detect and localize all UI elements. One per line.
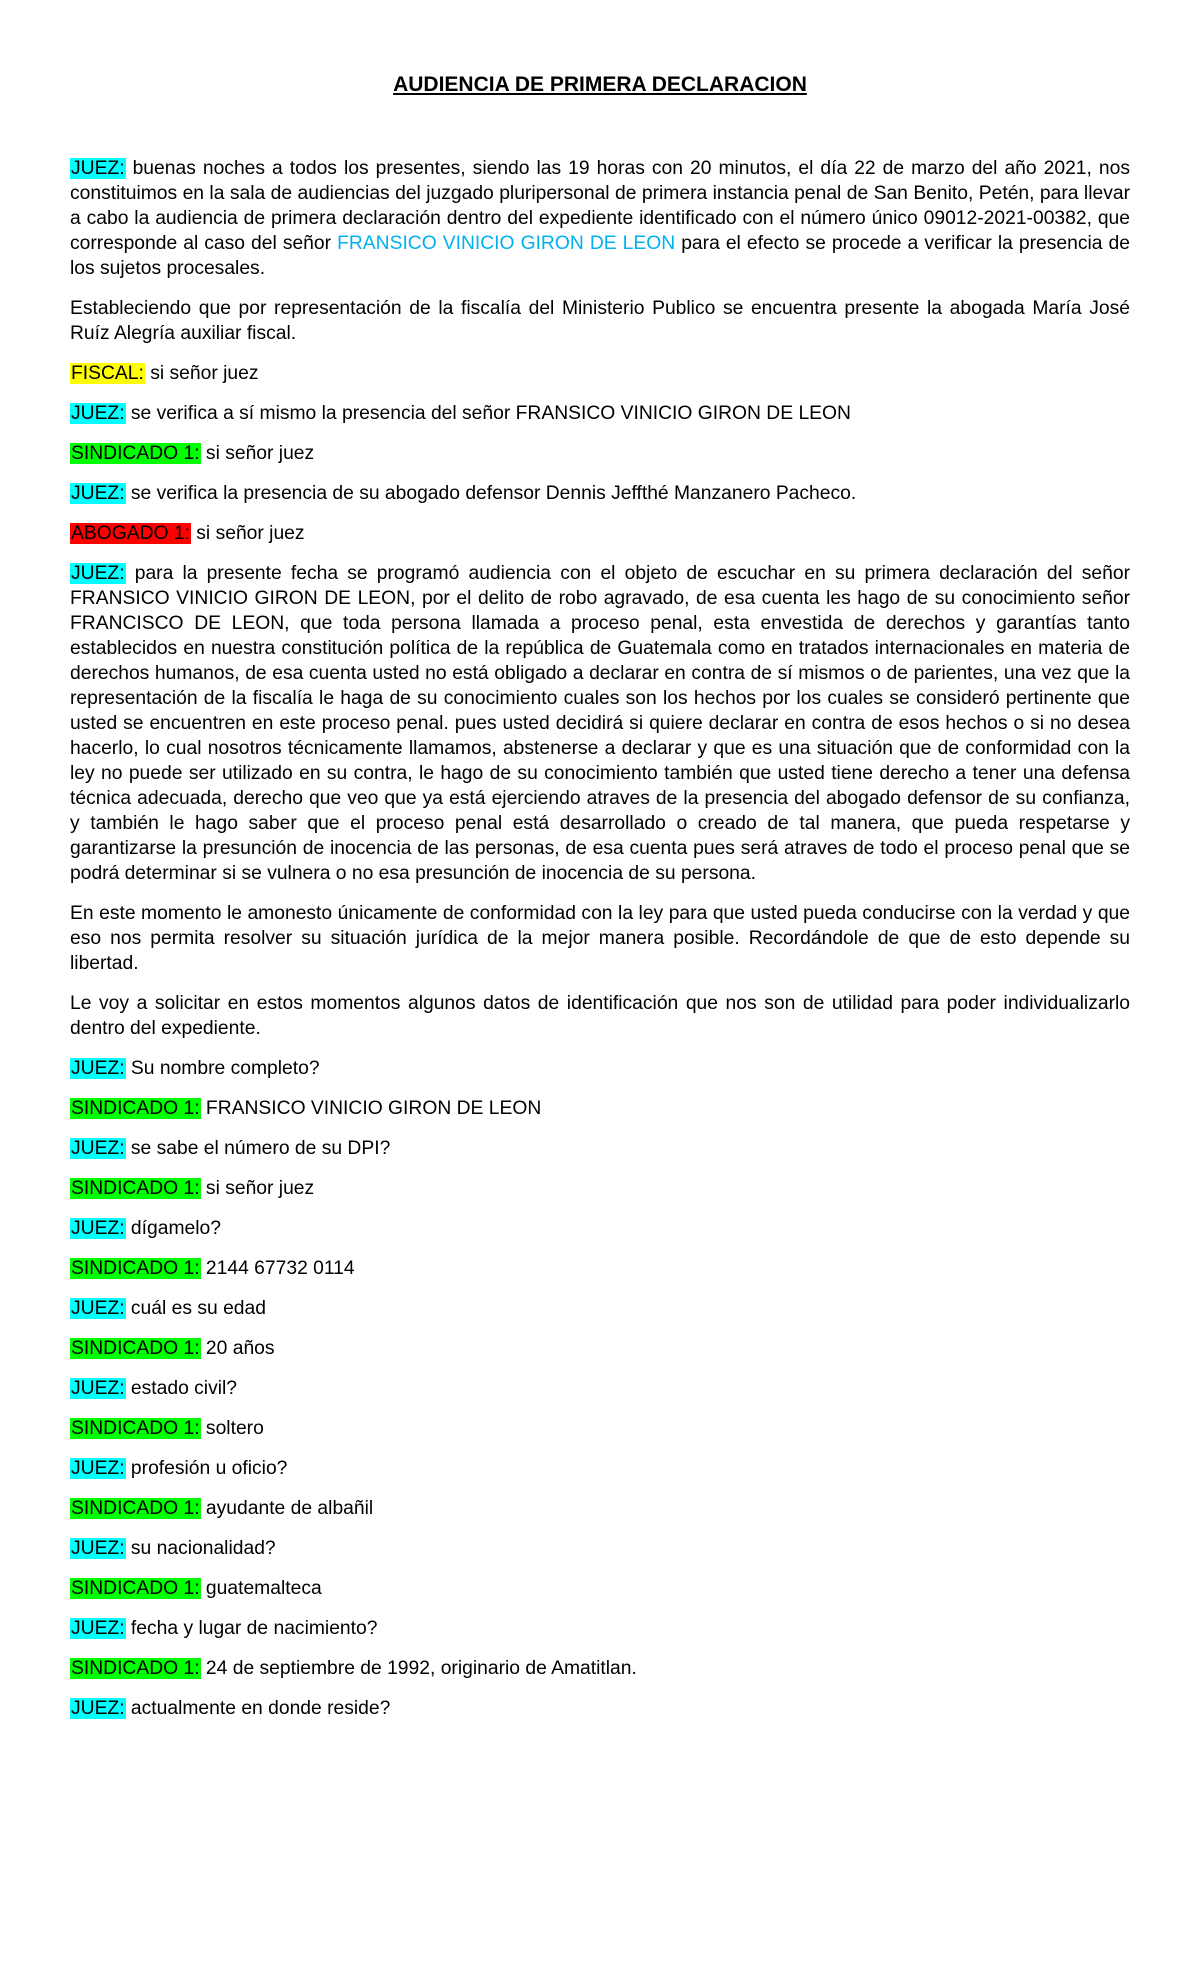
speaker-label-juez: JUEZ: [71, 1698, 125, 1719]
dialogue-line [70, 521, 1130, 546]
document-title: AUDIENCIA DE PRIMERA DECLARACION [393, 73, 807, 96]
speaker-label-juez: JUEZ: [71, 1218, 125, 1239]
qa-line [70, 1176, 1130, 1201]
dialogue-text: para la presente fecha se programó audiencia con el objeto de escuchar en su primera declaración del señor FRANSICO VINICIO GIRON DE LEON, por el delito de robo agravado, de esa cuenta les hago de su conocimiento señor FRANCISCO DE LEON, que toda persona llamada a proceso penal, esta envestida de derechos y garantías tanto establecidos en nuestra constitución política de la república de Guatemala como en tratados internacionales en materia de derechos humanos, de esa cuenta usted no está obligado a declarar en contra de sí mismos o de parientes, una vez que la representación de la fiscalía le haga de su conocimiento cuales son los hechos por los cuales se consideró pertinente que usted se encuentren en este proceso penal. pues usted decidirá si quiere declarar en contra de esos hechos o si no desea hacerlo, lo cual nosotros técnicamente llamamos, abstenerse a declarar y que es una situación que de conformidad con la ley no puede ser utilizado en su contra, le hago de su conocimiento también que usted tiene derecho a tener una defensa técnica adecuada, derecho que veo que ya está ejerciendo atraves de la presencia del abogado defensor de su confianza, y también le hago saber que el proceso penal está desarrollado o creado de tal manera, que pueda respetarse y garantizarse la presunción de inocencia de las personas, de esa cuenta pues será atraves de todo el proceso penal que se podrá determinar si se vulnera o no esa presunción de inocencia de su persona. [70, 563, 1130, 884]
qa-text: estado civil? [125, 1378, 238, 1399]
speaker-label-juez: JUEZ: [71, 1538, 125, 1559]
qa-text: su nacionalidad? [125, 1538, 276, 1559]
qa-text: 2144 67732 0114 [200, 1258, 355, 1279]
dialogue-text: si señor juez [190, 523, 305, 544]
qa-text: FRANSICO VINICIO GIRON DE LEON [200, 1098, 542, 1119]
qa-line [70, 1416, 1130, 1441]
speaker-label-sindicado: SINDICADO 1: [71, 1178, 200, 1199]
speaker-label-sindicado: SINDICADO 1: [71, 1658, 200, 1679]
qa-text: dígamelo? [125, 1218, 221, 1239]
identification-paragraph: Le voy a solicitar en estos momentos algunos datos de identificación que nos son de utilidad para poder individualizarlo dentro del expediente. [70, 993, 1130, 1039]
qa-line [70, 1536, 1130, 1561]
qa-text: 24 de septiembre de 1992, originario de Amatitlan. [200, 1658, 637, 1679]
qa-line [70, 1696, 1130, 1721]
qa-line [70, 1576, 1130, 1601]
dialogue-text: se verifica a sí mismo la presencia del señor FRANSICO VINICIO GIRON DE LEON [125, 403, 851, 424]
speaker-label-sindicado: SINDICADO 1: [71, 1578, 200, 1599]
qa-text: cuál es su edad [125, 1298, 266, 1319]
qa-text: 20 años [200, 1338, 275, 1359]
speaker-label-sindicado: SINDICADO 1: [71, 1418, 200, 1439]
qa-line [70, 1376, 1130, 1401]
qa-text: Su nombre completo? [125, 1058, 320, 1079]
speaker-label-sindicado: SINDICADO 1: [71, 1498, 200, 1519]
speaker-label-juez: JUEZ: [71, 158, 125, 179]
qa-text: fecha y lugar de nacimiento? [125, 1618, 378, 1639]
speaker-label-sindicado: SINDICADO 1: [71, 443, 200, 464]
defendant-name: FRANSICO VINICIO GIRON DE LEON [337, 233, 676, 254]
speaker-label-sindicado: SINDICADO 1: [71, 1258, 200, 1279]
speaker-label-abogado: ABOGADO 1: [71, 523, 190, 544]
qa-line [70, 1656, 1130, 1681]
fiscal-presence-paragraph: Estableciendo que por representación de la fiscalía del Ministerio Publico se encuentra presente la abogada María José Ruíz Alegría auxiliar fiscal. [70, 298, 1130, 344]
speaker-label-juez: JUEZ: [71, 1058, 125, 1079]
dialogue-text: se verifica la presencia de su abogado defensor Dennis Jeffthé Manzanero Pacheco. [125, 483, 857, 504]
qa-text: actualmente en donde reside? [125, 1698, 391, 1719]
speaker-label-juez: JUEZ: [71, 1618, 125, 1639]
speaker-label-juez: JUEZ: [71, 563, 125, 584]
speaker-label-juez: JUEZ: [71, 1298, 125, 1319]
speaker-label-fiscal: FISCAL: [71, 363, 144, 384]
paragraph-text: buenas noches a todos los presentes, siendo las 19 horas con 20 minutos, el día 22 de marzo del año 2021, nos constituimos en la sala de audiencias del juzgado pluripersonal de primera instancia penal de San Benito, Petén, para llevar a cabo la audiencia de primera declaración dentro del expediente identificado con el número único 09012-2021-00382, que corresponde al caso del señor [70, 158, 1130, 254]
dialogue-line [70, 561, 1130, 886]
paragraph-text: para el efecto se procede a verificar la presencia de los sujetos procesales. [70, 233, 1130, 279]
speaker-label-sindicado: SINDICADO 1: [71, 1338, 200, 1359]
dialogue-text: si señor juez [144, 363, 259, 384]
admonition-paragraph: En este momento le amonesto únicamente de conformidad con la ley para que usted pueda conducirse con la verdad y que eso nos permita resolver su situación jurídica de la mejor manera posible. Recordándole de que de esto depende su libertad. [70, 903, 1130, 974]
speaker-label-juez: JUEZ: [71, 1138, 125, 1159]
qa-text: soltero [200, 1418, 264, 1439]
speaker-label-juez: JUEZ: [71, 1458, 125, 1479]
qa-text: guatemalteca [200, 1578, 322, 1599]
dialogue-line [70, 361, 1130, 386]
qa-line [70, 1616, 1130, 1641]
qa-text: ayudante de albañil [200, 1498, 374, 1519]
dialogue-line [70, 481, 1130, 506]
qa-line [70, 1056, 1130, 1081]
qa-line [70, 1256, 1130, 1281]
speaker-label-juez: JUEZ: [71, 403, 125, 424]
qa-line [70, 1336, 1130, 1361]
qa-line [70, 1296, 1130, 1321]
speaker-label-juez: JUEZ: [71, 1378, 125, 1399]
qa-line [70, 1096, 1130, 1121]
speaker-label-juez: JUEZ: [71, 483, 125, 504]
dialogue-text: si señor juez [200, 443, 315, 464]
qa-line [70, 1136, 1130, 1161]
speaker-label-sindicado: SINDICADO 1: [71, 1098, 200, 1119]
document-body [70, 156, 1130, 1736]
qa-line [70, 1496, 1130, 1521]
qa-text: profesión u oficio? [125, 1458, 288, 1479]
opening-paragraph [70, 156, 1130, 281]
dialogue-line [70, 401, 1130, 426]
qa-line [70, 1456, 1130, 1481]
qa-text: si señor juez [200, 1178, 315, 1199]
qa-line [70, 1216, 1130, 1241]
qa-text: se sabe el número de su DPI? [125, 1138, 391, 1159]
dialogue-line [70, 441, 1130, 466]
